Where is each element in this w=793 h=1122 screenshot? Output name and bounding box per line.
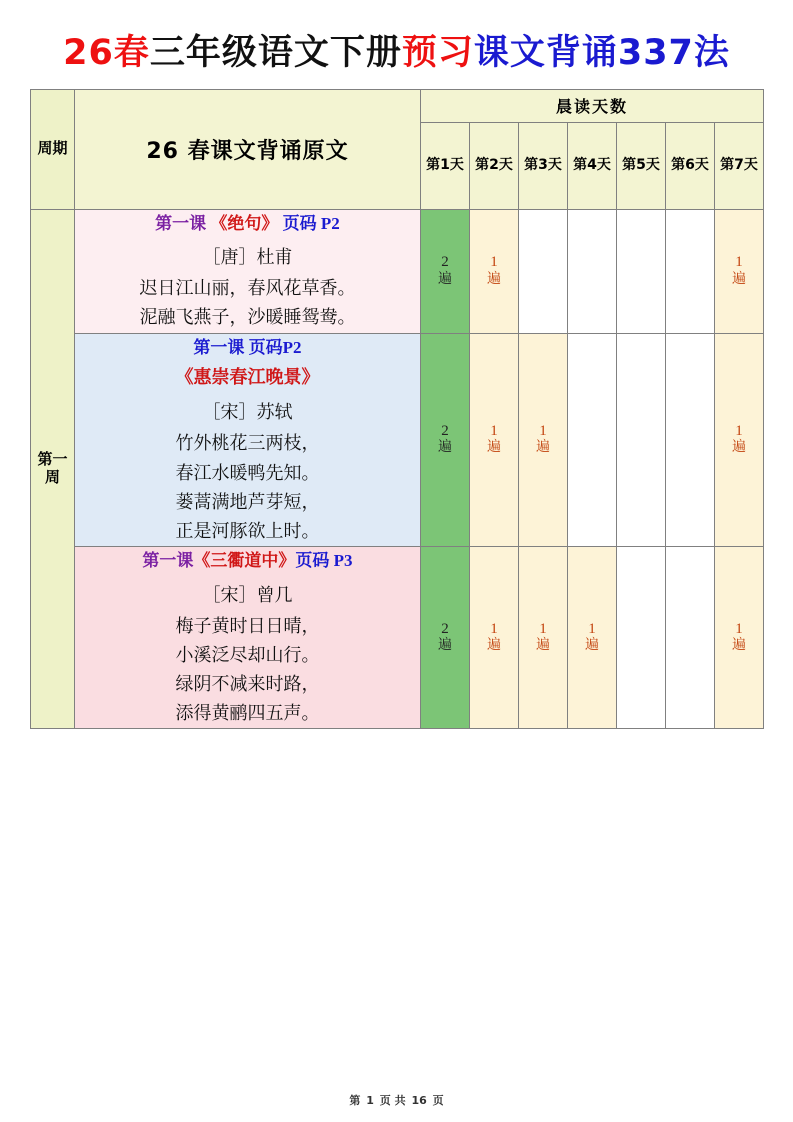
lesson-cell-1 — [75, 209, 421, 333]
table-row — [31, 333, 764, 546]
lesson-heading-1-part3: 页码 P2 — [282, 213, 340, 233]
count-cell-r3d5[interactable] — [617, 546, 666, 728]
footer-total-pages: 16 — [411, 1094, 427, 1107]
lesson-verse: 小溪泛尽却山行。 — [175, 644, 320, 665]
lesson-heading-1 — [75, 210, 420, 238]
count-cell-r1d7[interactable] — [715, 209, 764, 333]
count-unit: 遍 — [438, 440, 452, 456]
count-unit: 遍 — [585, 638, 599, 654]
title-segment-1: 26春 — [63, 33, 150, 73]
count-number: 1 — [735, 423, 743, 440]
lesson-verse: 蒌蒿满地芦芽短， — [175, 491, 320, 512]
lesson-heading-3-part1: 第一课 — [142, 550, 194, 570]
header-text-column: 26 春课文背诵原文 — [75, 89, 421, 209]
lesson-author-2: ［宋］苏轼 — [202, 402, 293, 423]
count-cell-r2d7[interactable] — [715, 333, 764, 546]
lesson-cell-3 — [75, 546, 421, 728]
header-day-6: 第6天 — [666, 122, 715, 209]
table-header-row — [31, 89, 764, 122]
lesson-verse: 泥融飞燕子，沙暖睡鸳鸯。 — [139, 307, 356, 328]
title-segment-2: 三年级语文下册 — [149, 33, 402, 73]
count-cell-r3d2[interactable] — [470, 546, 519, 728]
count-cell-r2d2[interactable] — [470, 333, 519, 546]
lesson-heading-3-part2: 《三衢道中》 — [193, 550, 296, 570]
count-unit: 遍 — [487, 638, 501, 654]
lesson-heading-3 — [75, 547, 420, 575]
lesson-verse: 竹外桃花三两枝， — [175, 433, 320, 454]
count-unit: 遍 — [438, 638, 452, 654]
lesson-verse: 梅子黄时日日晴， — [175, 615, 320, 636]
count-cell-r1d1[interactable] — [421, 209, 470, 333]
header-day-5: 第5天 — [617, 122, 666, 209]
count-unit: 遍 — [732, 638, 747, 654]
count-cell-r2d5[interactable] — [617, 333, 666, 546]
count-cell-r1d2[interactable] — [470, 209, 519, 333]
count-cell-r3d7[interactable] — [715, 546, 764, 728]
count-cell-r1d5[interactable] — [617, 209, 666, 333]
page-footer — [0, 1092, 793, 1108]
table-row — [31, 546, 764, 728]
page-title — [30, 34, 763, 73]
count-cell-r2d6[interactable] — [666, 333, 715, 546]
count-number: 1 — [588, 620, 596, 637]
count-unit: 遍 — [487, 271, 501, 287]
header-day-1: 第1天 — [421, 122, 470, 209]
week-label: 第一周 — [31, 209, 75, 729]
count-cell-r2d3[interactable] — [519, 333, 568, 546]
count-cell-r3d6[interactable] — [666, 546, 715, 728]
count-number: 1 — [539, 620, 547, 637]
count-number: 2 — [441, 423, 449, 440]
lesson-author-1: ［唐］杜甫 — [202, 247, 293, 268]
lesson-author-3: ［宋］曾几 — [202, 584, 293, 605]
footer-prefix: 第 — [349, 1094, 361, 1107]
lesson-heading-1-part1: 第一课 — [155, 213, 207, 233]
count-number: 1 — [735, 254, 743, 271]
count-number: 1 — [490, 620, 498, 637]
count-number: 1 — [735, 620, 743, 637]
count-number: 2 — [441, 620, 449, 637]
count-unit: 遍 — [732, 271, 747, 287]
header-day-2: 第2天 — [470, 122, 519, 209]
footer-page-number: 1 — [366, 1094, 374, 1107]
count-number: 1 — [539, 423, 547, 440]
header-days-group: 晨读天数 — [421, 89, 764, 122]
footer-suffix: 页 — [432, 1094, 444, 1107]
count-number: 1 — [490, 254, 498, 271]
count-unit: 遍 — [438, 271, 452, 287]
count-cell-r2d4[interactable] — [568, 333, 617, 546]
header-day-3: 第3天 — [519, 122, 568, 209]
count-cell-r1d4[interactable] — [568, 209, 617, 333]
title-segment-3: 预习 — [401, 33, 474, 73]
lesson-verse: 正是河豚欲上时。 — [175, 520, 320, 541]
header-day-7: 第7天 — [715, 122, 764, 209]
count-cell-r2d1[interactable] — [421, 333, 470, 546]
lesson-heading-1-part2: 《绝句》 — [210, 213, 279, 233]
count-unit: 遍 — [487, 440, 501, 456]
lesson-cell-2 — [75, 333, 421, 546]
title-segment-4: 课文背诵337法 — [473, 33, 730, 73]
lesson-verse: 绿阴不减来时路， — [175, 673, 320, 694]
lesson-verse: 春江水暖鸭先知。 — [175, 462, 320, 483]
count-cell-r3d4[interactable] — [568, 546, 617, 728]
header-day-4: 第4天 — [568, 122, 617, 209]
count-unit: 遍 — [536, 440, 550, 456]
lesson-verse: 添得黄鹂四五声。 — [175, 703, 320, 724]
count-unit: 遍 — [536, 638, 550, 654]
count-number: 1 — [490, 423, 498, 440]
lesson-heading-2-line2: 《惠崇春江晚景》 — [175, 367, 320, 388]
recitation-table — [30, 89, 764, 730]
lesson-heading-2-line1: 第一课 页码P2 — [193, 337, 302, 357]
count-cell-r3d1[interactable] — [421, 546, 470, 728]
count-number: 2 — [441, 254, 449, 271]
lesson-verse: 迟日江山丽，春风花草香。 — [139, 278, 356, 299]
table-row — [31, 209, 764, 333]
count-cell-r3d3[interactable] — [519, 546, 568, 728]
count-cell-r1d6[interactable] — [666, 209, 715, 333]
lesson-heading-3-part3: 页码 P3 — [295, 550, 353, 570]
count-cell-r1d3[interactable] — [519, 209, 568, 333]
count-unit: 遍 — [732, 440, 747, 456]
footer-middle: 页 共 — [379, 1094, 406, 1107]
header-cycle: 周期 — [31, 89, 75, 209]
